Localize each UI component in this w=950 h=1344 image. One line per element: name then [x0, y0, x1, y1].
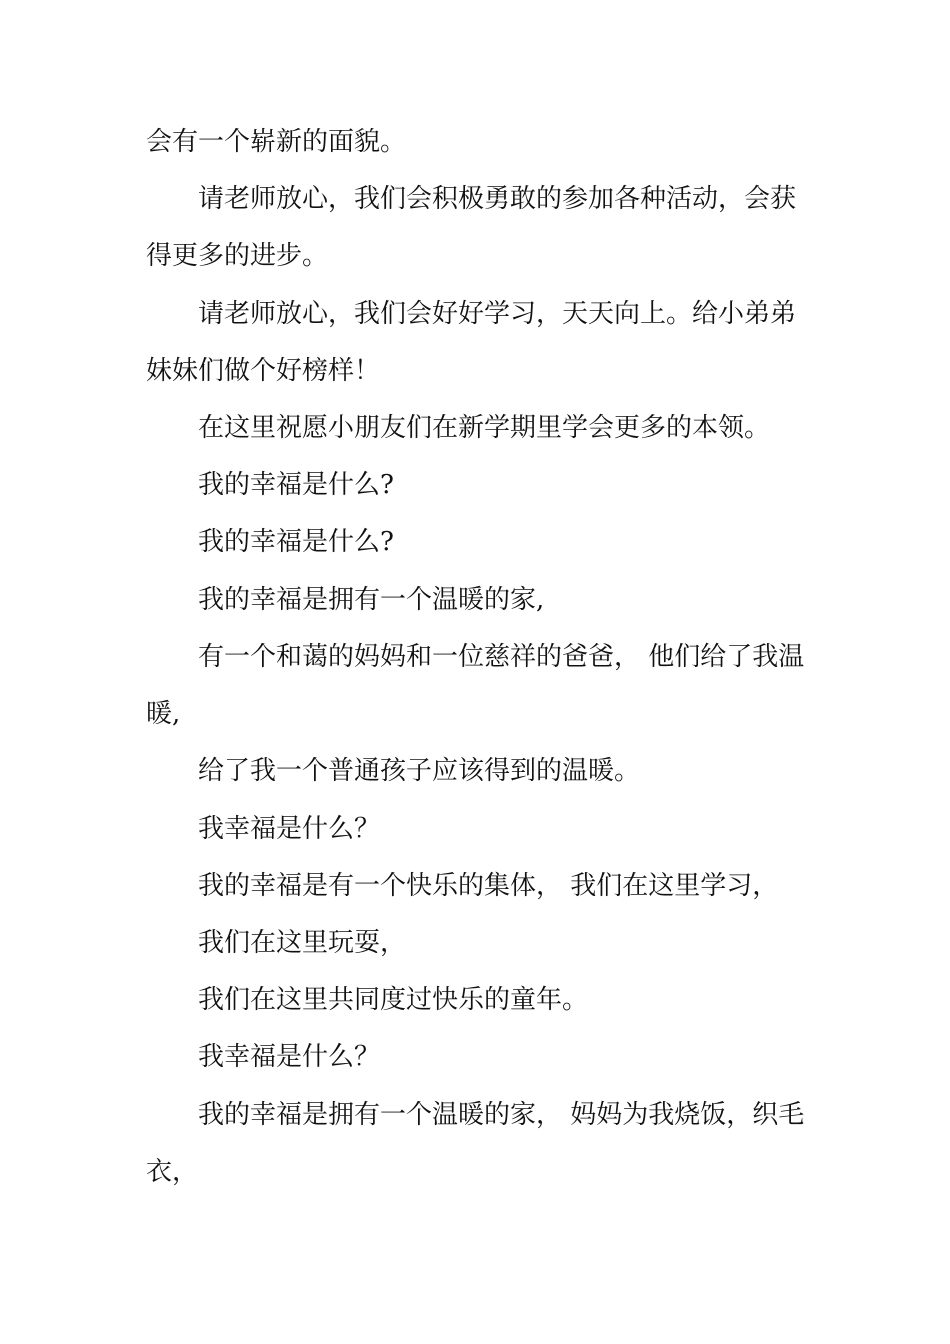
text-line: 暖,: [146, 699, 181, 729]
paragraph-line: 我幸福是什么？: [198, 1042, 381, 1072]
paragraph-line: 我的幸福是拥有一个温暖的家， 妈妈为我烧饭，织毛: [198, 1100, 805, 1130]
paragraph-line: 我的幸福是什么?: [198, 527, 394, 557]
paragraph-line: 我幸福是什么？: [198, 814, 381, 844]
paragraph-line: 请老师放心，我们会好好学习，天天向上。给小弟弟: [198, 299, 797, 329]
text-line: 衣，: [146, 1157, 199, 1187]
text-line: 会有一个崭新的面貌。: [146, 127, 407, 157]
paragraph-line: 我的幸福是拥有一个温暖的家,: [198, 585, 545, 615]
paragraph-line: 有一个和蔼的妈妈和一位慈祥的爸爸， 他们给了我温: [198, 642, 805, 672]
paragraph-line: 给了我一个普通孩子应该得到的温暖。: [198, 756, 641, 786]
text-line: 妹妹们做个好榜样！: [146, 356, 381, 386]
paragraph-line: 我的幸福是有一个快乐的集体， 我们在这里学习，: [198, 871, 779, 901]
paragraph-line: 在这里祝愿小朋友们在新学期里学会更多的本领。: [198, 413, 771, 443]
paragraph-line: 我们在这里共同度过快乐的童年。: [198, 985, 589, 1015]
paragraph-line: 我的幸福是什么?: [198, 470, 394, 500]
paragraph-line: 我们在这里玩耍，: [198, 928, 407, 958]
paragraph-line: 请老师放心，我们会积极勇敢的参加各种活动，会获: [198, 184, 797, 214]
text-line: 得更多的进步。: [146, 241, 329, 271]
